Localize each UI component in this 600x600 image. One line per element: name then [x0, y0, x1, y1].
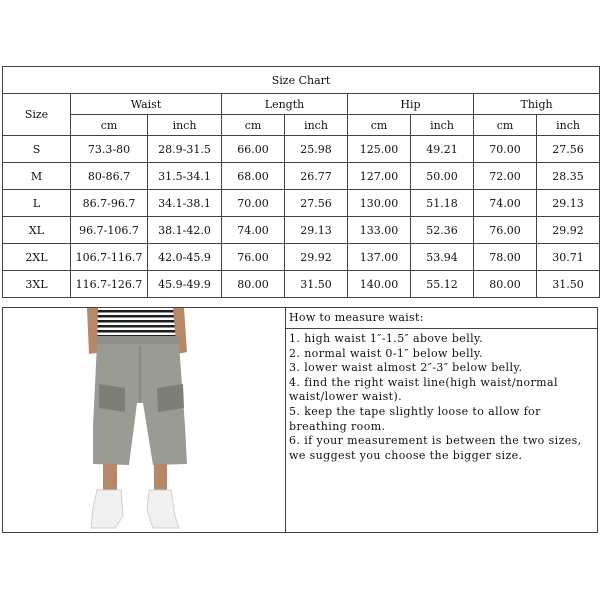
measure-notes: [286, 308, 597, 532]
table-title: Size Chart: [3, 67, 600, 94]
unit-header: cm: [348, 115, 411, 136]
left-shoe: [91, 490, 123, 528]
table-cell: 106.7-116.7: [71, 244, 148, 271]
table-cell: 127.00: [348, 163, 411, 190]
notes-title: How to measure waist:: [286, 308, 597, 329]
table-cell: 116.7-126.7: [71, 271, 148, 298]
table-cell: 29.92: [285, 244, 348, 271]
note-item: 3. lower waist almost 2″-3″ below belly.: [289, 361, 523, 375]
size-cell: L: [3, 190, 71, 217]
unit-header: inch: [411, 115, 474, 136]
table-cell: 28.35: [537, 163, 600, 190]
note-item: 2. normal waist 0-1″ below belly.: [289, 346, 483, 360]
notes-list: [286, 329, 597, 463]
table-row: [3, 136, 600, 163]
table-cell: 25.98: [285, 136, 348, 163]
cargo-pocket-left: [99, 384, 125, 412]
table-cell: 29.92: [537, 217, 600, 244]
group-header-hip: Hip: [348, 94, 474, 115]
left-leg: [103, 464, 117, 490]
table-row: [3, 271, 600, 298]
table-row: [3, 163, 600, 190]
model-illustration: [3, 308, 285, 532]
table-cell: 73.3-80: [71, 136, 148, 163]
table-cell: 52.36: [411, 217, 474, 244]
table-cell: 51.18: [411, 190, 474, 217]
group-header-length: Length: [222, 94, 348, 115]
table-cell: 29.13: [537, 190, 600, 217]
table-cell: 30.71: [537, 244, 600, 271]
table-cell: 31.5-34.1: [148, 163, 222, 190]
table-cell: 74.00: [474, 190, 537, 217]
table-cell: 26.77: [285, 163, 348, 190]
table-cell: 49.21: [411, 136, 474, 163]
right-leg: [154, 464, 167, 490]
table-cell: 76.00: [222, 244, 285, 271]
unit-header: inch: [148, 115, 222, 136]
measure-guide-panel: [2, 307, 598, 533]
table-cell: 133.00: [348, 217, 411, 244]
table-cell: 72.00: [474, 163, 537, 190]
group-header-waist: Waist: [71, 94, 222, 115]
table-cell: 74.00: [222, 217, 285, 244]
size-cell: M: [3, 163, 71, 190]
note-item: 5. keep the tape slightly loose to allow for breathing room.: [289, 404, 541, 433]
table-cell: 27.56: [537, 136, 600, 163]
table-cell: 140.00: [348, 271, 411, 298]
size-cell: 2XL: [3, 244, 71, 271]
size-cell: S: [3, 136, 71, 163]
table-cell: 80.00: [474, 271, 537, 298]
unit-header: inch: [537, 115, 600, 136]
group-header-thigh: Thigh: [474, 94, 600, 115]
table-cell: 125.00: [348, 136, 411, 163]
unit-header: cm: [71, 115, 148, 136]
table-row: [3, 190, 600, 217]
note-item: 1. high waist 1″-1.5″ above belly.: [289, 332, 484, 345]
size-cell: XL: [3, 217, 71, 244]
shirt-stripe: [94, 310, 180, 313]
table-cell: 55.12: [411, 271, 474, 298]
table-cell: 34.1-38.1: [148, 190, 222, 217]
table-cell: 70.00: [474, 136, 537, 163]
size-chart-table: [2, 66, 600, 298]
table-cell: 53.94: [411, 244, 474, 271]
table-cell: 80.00: [222, 271, 285, 298]
note-item: 6. if your measurement is between the two sizes, we suggest you choose the bigger size.: [289, 434, 582, 462]
table-cell: 66.00: [222, 136, 285, 163]
shirt-stripe: [94, 320, 180, 323]
table-cell: 96.7-106.7: [71, 217, 148, 244]
table-cell: 70.00: [222, 190, 285, 217]
table-row: [3, 244, 600, 271]
unit-header: cm: [222, 115, 285, 136]
table-cell: 130.00: [348, 190, 411, 217]
table-cell: 76.00: [474, 217, 537, 244]
size-header: Size: [3, 94, 71, 136]
shirt-stripe: [94, 325, 180, 328]
table-cell: 45.9-49.9: [148, 271, 222, 298]
table-cell: 68.00: [222, 163, 285, 190]
table-cell: 29.13: [285, 217, 348, 244]
shirt-stripe: [94, 315, 180, 318]
table-cell: 27.56: [285, 190, 348, 217]
table-cell: 50.00: [411, 163, 474, 190]
model-photo: [3, 308, 286, 532]
table-cell: 80-86.7: [71, 163, 148, 190]
cargo-pocket-right: [157, 384, 184, 412]
unit-header: cm: [474, 115, 537, 136]
shirt-stripe: [94, 330, 180, 333]
table-cell: 31.50: [285, 271, 348, 298]
note-item: 4. find the right waist line(high waist/normal waist/lower waist).: [289, 375, 558, 404]
table-cell: 38.1-42.0: [148, 217, 222, 244]
unit-header: inch: [285, 115, 348, 136]
table-cell: 31.50: [537, 271, 600, 298]
table-cell: 28.9-31.5: [148, 136, 222, 163]
table-cell: 86.7-96.7: [71, 190, 148, 217]
table-row: [3, 217, 600, 244]
table-cell: 137.00: [348, 244, 411, 271]
table-cell: 42.0-45.9: [148, 244, 222, 271]
left-arm: [87, 308, 98, 354]
table-cell: 78.00: [474, 244, 537, 271]
size-cell: 3XL: [3, 271, 71, 298]
right-shoe: [147, 490, 179, 528]
